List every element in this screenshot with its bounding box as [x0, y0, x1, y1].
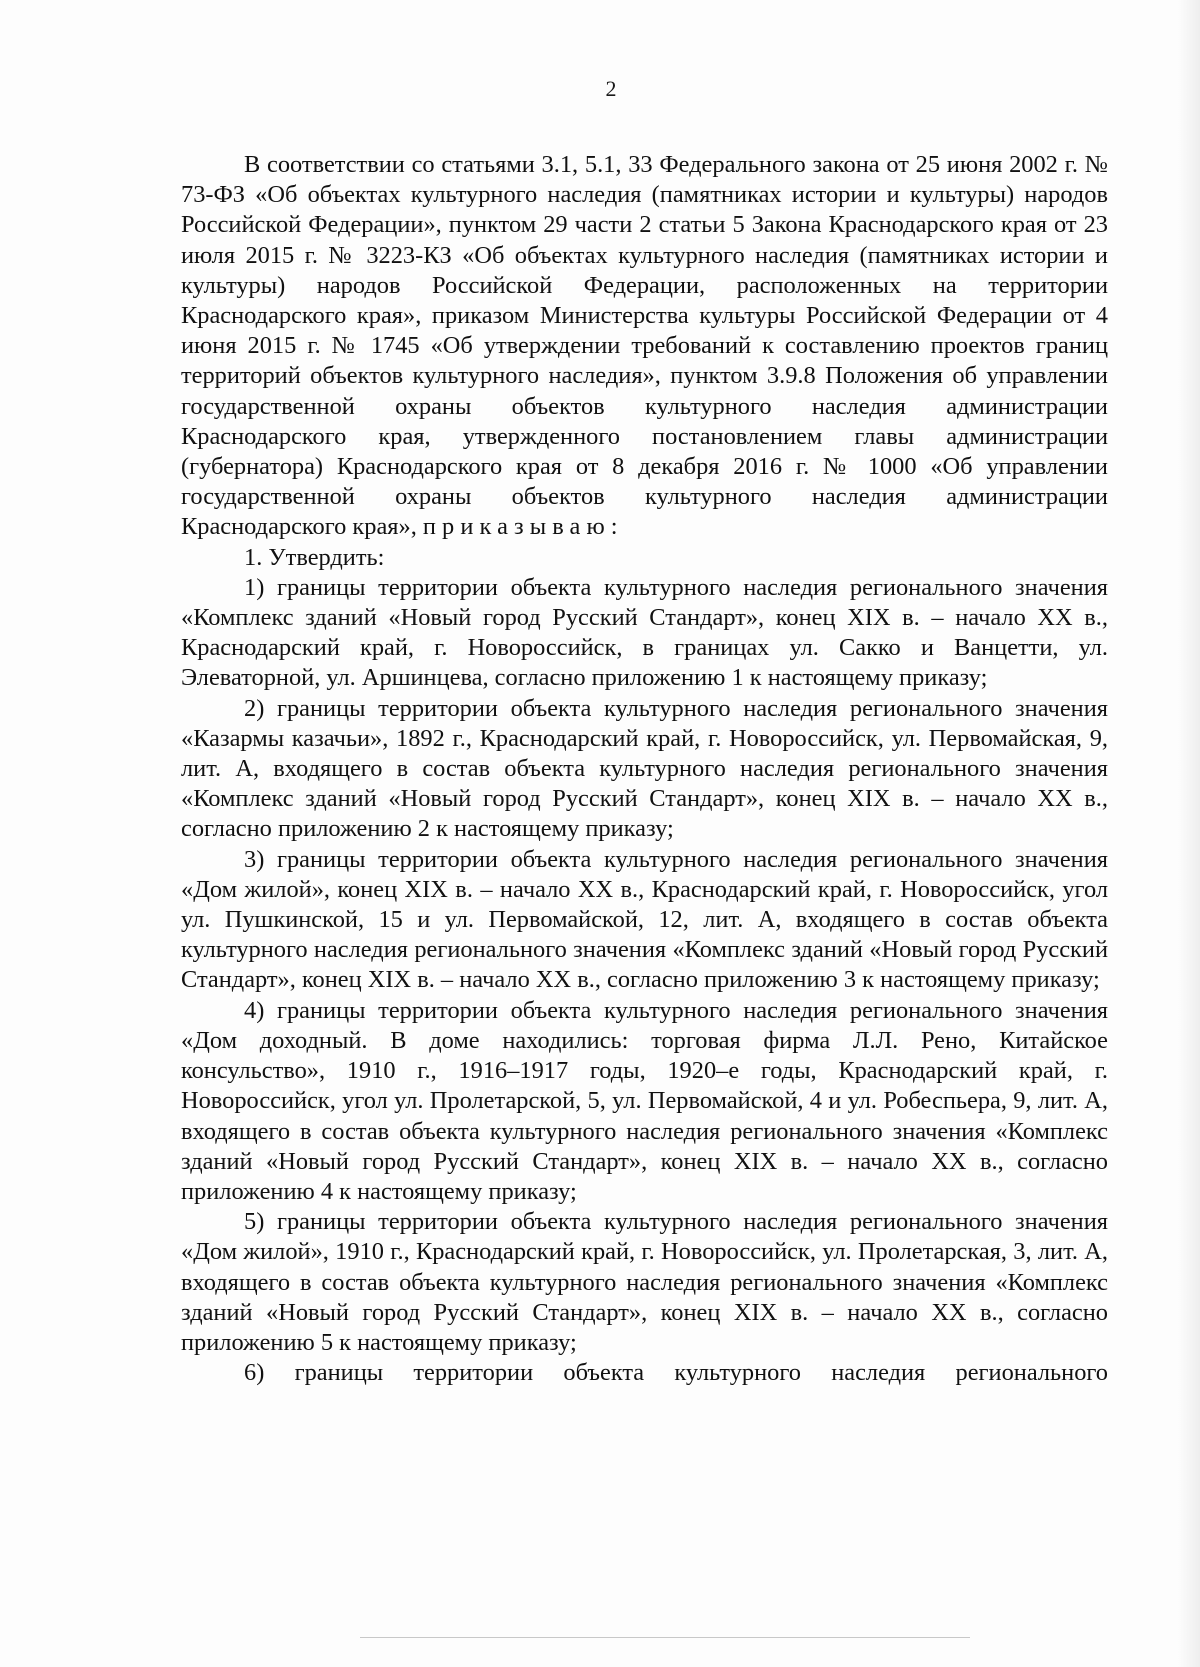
scan-page-edge: [1178, 0, 1200, 1667]
subitem-4: 4) границы территории объекта культурного наследия регионального значения «Дом доходный. В доме находились: торговая фирма Л.Л. Рено, Китайское консульство», 1910 г., 1916–1917 годы, 1920–е годы, Краснодарский край, г. Новороссийск, угол ул. Пролетарской, 5, ул. Первомайской, 4 и ул. Робеспьера, 9, лит. А, входящего в состав объекта культурного наследия регионального значения «Комплекс зданий «Новый город Русский Стандарт», конец XIX в. – начало XX в., согласно приложению 4 к настоящему приказу;: [181, 996, 1108, 1205]
subitem-2: 2) границы территории объекта культурного наследия регионального значения «Казармы казачьи», 1892 г., Краснодарский край, г. Новороссийск, ул. Первомайская, 9, лит. А, входящего в состав объекта культурного наследия регионального значения «Комплекс зданий «Новый город Русский Стандарт», конец XIX в. – начало XX в., согласно приложению 2 к настоящему приказу;: [181, 694, 1108, 843]
scan-bottom-edge: [360, 1637, 970, 1638]
subitem-5: 5) границы территории объекта культурного наследия регионального значения «Дом жилой», 1910 г., Краснодарский край, г. Новороссийск, ул. Пролетарская, 3, лит. А, входящего в состав объекта культурного наследия регионального значения «Комплекс зданий «Новый город Русский Стандарт», конец XIX в. – начало XX в., согласно приложению 5 к настоящему приказу;: [181, 1208, 1108, 1356]
page-number: 2: [605, 76, 617, 101]
subitem-1: 1) границы территории объекта культурного наследия регионального значения «Комплекс зданий «Новый город Русский Стандарт», конец XIX в. – начало XX в., Краснодарский край, г. Новороссийск, в границах ул. Сакко и Ванцетти, ул. Элеваторной, ул. Аршинцева, согласно приложению 1 к настоящему приказу;: [181, 573, 1108, 692]
preamble-paragraph: [181, 150, 1108, 543]
subitem-3: 3) границы территории объекта культурного наследия регионального значения «Дом жилой», конец XIX в. – начало XX в., Краснодарский край, г. Новороссийск, угол ул. Пушкинской, 15 и ул. Первомайской, 12, лит. А, входящего в состав объекта культурного наследия регионального значения «Комплекс зданий «Новый город Русский Стандарт», конец XIX в. – начало XX в., согласно приложению 3 к настоящему приказу;: [181, 845, 1108, 994]
item-1: 1. Утвердить:: [244, 543, 385, 571]
order-word: приказываю:: [422, 513, 624, 541]
preamble-text: В соответствии со статьями 3.1, 5.1, 33 Федерального закона от 25 июня 2002 г. № 73-ФЗ «Об объектах культурного наследия (памятниках истории и культуры) народов Российской Федерации», пунктом 29 части 2 статьи 5 Закона Краснодарского края от 23 июля 2015 г. № 3223-КЗ «Об объектах культурного наследия (памятниках истории и культуры) народов Российской Федерации, расположенных на территории Краснодарского края», приказом Министерства культуры Российской Федерации от 4 июня 2015 г. № 1745 «Об утверждении требований к составлению проектов границ территорий объектов культурного наследия», пунктом 3.9.8 Положения об управлении государственной охраны объектов культурного наследия администрации Краснодарского края, утвержденного постановлением главы администрации (губернатора) Краснодарского края от 8 декабря 2016 г. № 1000 «Об управлении государственной охраны объектов культурного наследия администрации Краснодарского края»,: [181, 151, 1108, 541]
document-body: [181, 150, 1108, 1388]
subitem-6: 6) границы территории объекта культурного наследия регионального: [244, 1359, 1108, 1387]
